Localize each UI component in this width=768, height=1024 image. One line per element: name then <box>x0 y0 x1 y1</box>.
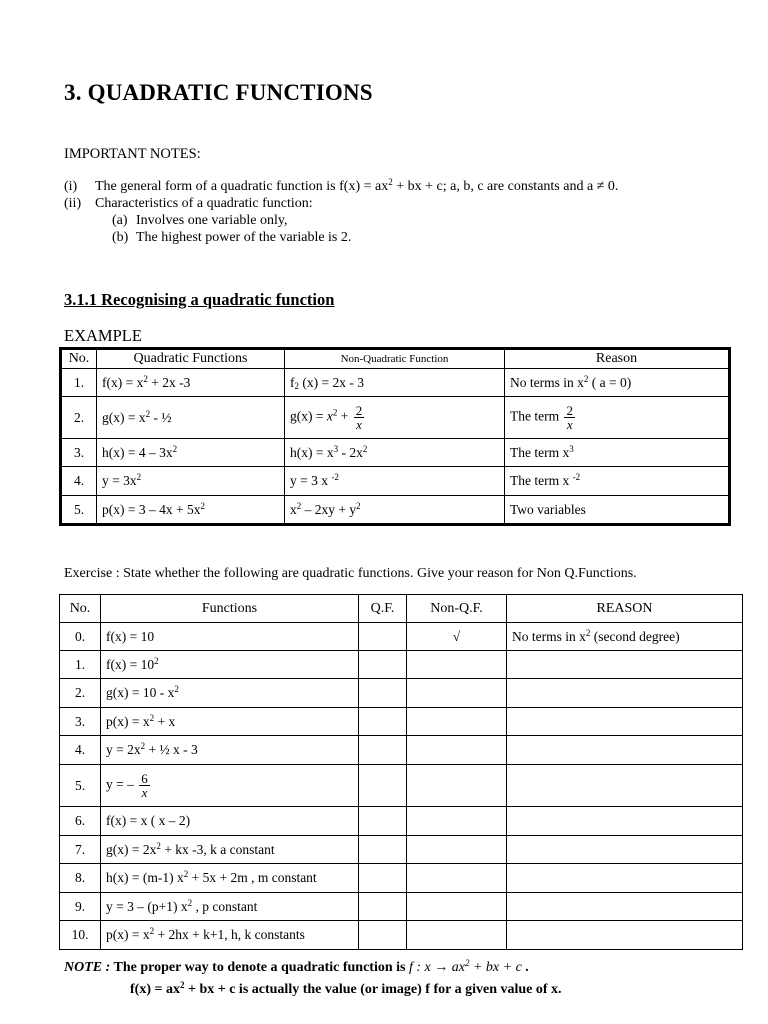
table-row: 1. $f(x) = x^2 + 2x$ -3 $f_2$ (x) = 2x - 3 No terms in $x^2$ ( a = 0) <box>61 369 730 397</box>
reason-answer-cell[interactable] <box>507 893 743 921</box>
example-header-row <box>61 349 730 369</box>
qf-answer-cell[interactable] <box>359 765 407 807</box>
table-row: 10. $p(x) = x^2 + 2hx + k+1$, h, k constants <box>60 921 743 950</box>
non-qf-answer-cell[interactable]: √ <box>407 623 507 651</box>
header-functions: Functions <box>101 595 359 623</box>
qf-answer-cell[interactable] <box>359 893 407 921</box>
qf-answer-cell[interactable] <box>359 708 407 736</box>
note-i: (i) The general form of a quadratic function is $f(x) = ax^2$ + bx + c; a, b, c are constants and a ≠ 0. <box>64 177 619 194</box>
table-row: 1. $f(x) = 10^2$ <box>60 651 743 679</box>
qf-answer-cell[interactable] <box>359 864 407 893</box>
non-qf-answer-cell[interactable] <box>407 708 507 736</box>
table-row: 4. $y = 2x^2$ + ½ x - 3 <box>60 736 743 765</box>
header-non-qf: Non-Q.F. <box>407 595 507 623</box>
non-qf-answer-cell[interactable] <box>407 679 507 708</box>
header-no: No. <box>60 595 101 623</box>
reason-answer-cell[interactable]: No terms in $x^2$ (second degree) <box>507 623 743 651</box>
qf-answer-cell[interactable] <box>359 921 407 950</box>
note-line-2: $f(x) = ax^2$ + bx + c is actually the value (or image) f for a given value of x. <box>130 980 562 997</box>
note-b: (b) The highest power of the variable is 2. <box>112 230 352 245</box>
reason-answer-cell[interactable] <box>507 765 743 807</box>
notes-list <box>64 178 618 246</box>
header-non-quadratic: Non-Quadratic Function <box>285 349 505 369</box>
reason-answer-cell[interactable] <box>507 651 743 679</box>
exercise-header-row <box>60 595 743 623</box>
qf-answer-cell[interactable] <box>359 836 407 864</box>
table-row: 3. $h(x) = 4 - 3x^2$ $h(x) = x^3 - 2x^2$ The term $x^3$ <box>61 439 730 467</box>
header-no: No. <box>61 349 97 369</box>
table-row: 2. $g(x) = 10 - x^2$ <box>60 679 743 708</box>
qf-answer-cell[interactable] <box>359 651 407 679</box>
non-qf-answer-cell[interactable] <box>407 893 507 921</box>
qf-answer-cell[interactable] <box>359 736 407 765</box>
note-label: NOTE : <box>64 960 111 975</box>
table-row: 2. $g(x) = x^2$ - ½ $g(x) = x^2$ + $\frac{2}{x}$ The term $\frac{2}{x}$ <box>61 397 730 439</box>
non-qf-answer-cell[interactable] <box>407 807 507 836</box>
important-notes-heading: IMPORTANT NOTES: <box>64 146 201 162</box>
table-row: 0. f(x) = 10 √ No terms in $x^2$ (second degree) <box>60 623 743 651</box>
example-label: EXAMPLE <box>64 326 142 345</box>
note-ii: (ii) Characteristics of a quadratic function: <box>64 196 313 211</box>
non-qf-answer-cell[interactable] <box>407 921 507 950</box>
example-table <box>59 347 731 526</box>
table-row: 3. $p(x) = x^2 + x$ <box>60 708 743 736</box>
reason-answer-cell[interactable] <box>507 836 743 864</box>
exercise-instructions: Exercise : State whether the following are quadratic functions. Give your reason for Non Q.Functions. <box>64 566 637 581</box>
table-row: 9. y = 3 – (p+1) $x^2$ , p constant <box>60 893 743 921</box>
table-row: 4. $y = 3x^2$ y = 3 x $^{-2}$ The term x $^{-2}$ <box>61 467 730 496</box>
header-reason: Reason <box>505 349 730 369</box>
table-row: 7. $g(x) = 2x^2$ + kx -3, k a constant <box>60 836 743 864</box>
non-qf-answer-cell[interactable] <box>407 836 507 864</box>
function-notation: f : $x \to ax^2$ + bx + c <box>408 958 522 975</box>
fraction: $\frac{6}{x}$ <box>141 771 148 800</box>
reason-answer-cell[interactable] <box>507 864 743 893</box>
reason-answer-cell[interactable] <box>507 807 743 836</box>
table-row: 8. h(x) = (m-1) $x^2 + 5x + 2m$ , m constant <box>60 864 743 893</box>
non-qf-answer-cell[interactable] <box>407 765 507 807</box>
non-qf-answer-cell[interactable] <box>407 864 507 893</box>
table-row: 6. f(x) = x ( x – 2) <box>60 807 743 836</box>
header-qf: Q.F. <box>359 595 407 623</box>
fraction: $\frac{2}{x}$ <box>566 403 573 432</box>
reason-answer-cell[interactable] <box>507 679 743 708</box>
fraction: $\frac{2}{x}$ <box>355 403 363 432</box>
reason-answer-cell[interactable] <box>507 708 743 736</box>
note-a: (a) Involves one variable only, <box>112 213 288 228</box>
reason-answer-cell[interactable] <box>507 736 743 765</box>
non-qf-answer-cell[interactable] <box>407 651 507 679</box>
section-heading: 3.1.1 Recognising a quadratic function <box>64 290 335 309</box>
table-row: 5. $p(x) = 3 - 4x + 5x^2$ $x^2 - 2xy + y^2$ Two variables <box>61 496 730 525</box>
reason-answer-cell[interactable] <box>507 921 743 950</box>
table-row: 5. y = – $\frac{6}{x}$ <box>60 765 743 807</box>
qf-answer-cell[interactable] <box>359 623 407 651</box>
exercise-table <box>59 594 743 950</box>
header-quadratic-functions: Quadratic Functions <box>97 349 285 369</box>
qf-answer-cell[interactable] <box>359 679 407 708</box>
note-line-1: NOTE : The proper way to denote a quadratic function is f : $x \to ax^2$ + bx + c . <box>64 958 529 975</box>
non-qf-answer-cell[interactable] <box>407 736 507 765</box>
header-reason: REASON <box>507 595 743 623</box>
page-title: 3. QUADRATIC FUNCTIONS <box>64 80 373 105</box>
qf-answer-cell[interactable] <box>359 807 407 836</box>
